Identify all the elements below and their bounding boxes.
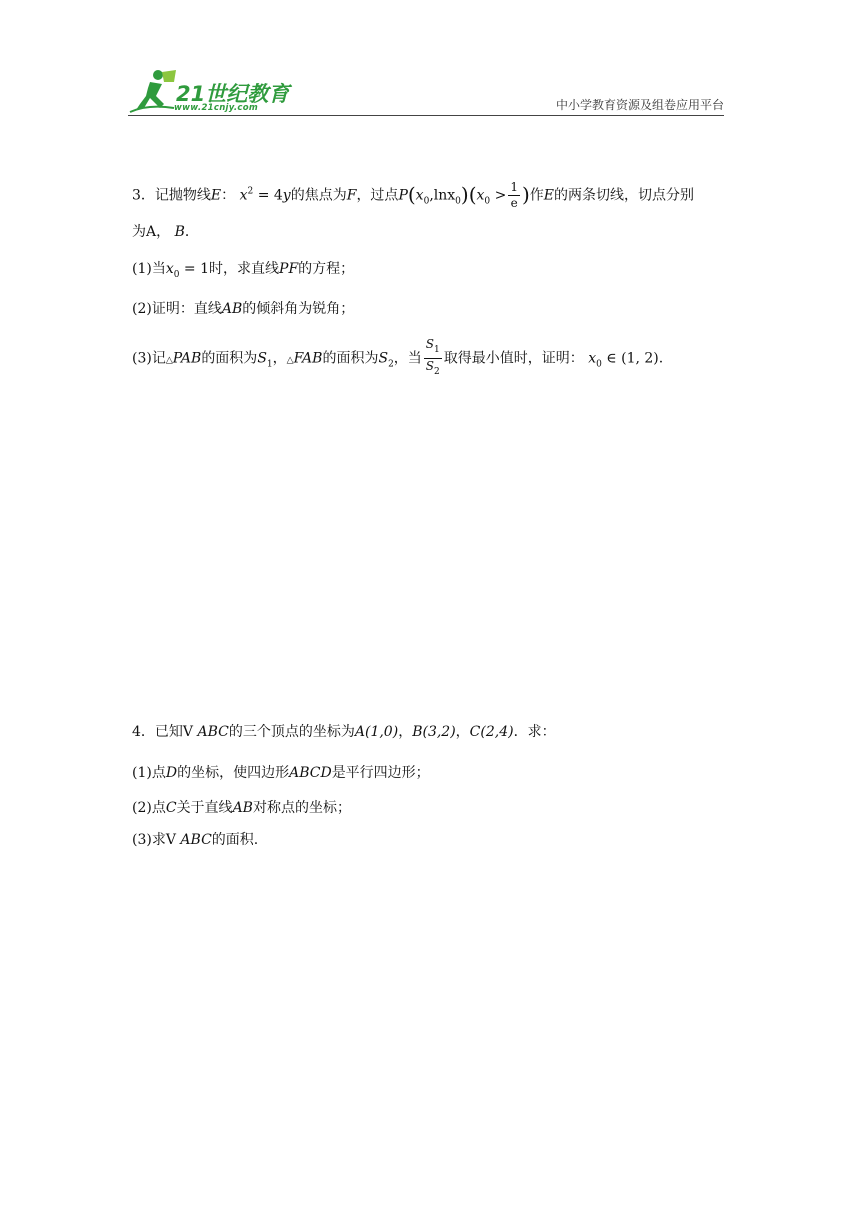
fraction-s1-over-s2: $\frac{S_1}{S_2}$: [425, 337, 440, 377]
q3-part3: (3)记△PAB的面积为$S_1$，△FAB的面积为$S_2$，当 $\frac{S_1}{S_2}$ 取得最小值时，证明： $x_0$ ∈ (1, 2).: [132, 337, 663, 380]
q3-line2: 为A， B．: [132, 224, 199, 240]
q3-line1: 3．记抛物线E： $x^2 = 4y$的焦点为F，过点$P(x_0,\ln x_0)(x_0$ > $\frac{1}{e}$ )作E的两条切线，切点分别: [132, 180, 695, 210]
logo-url: www.21cnjy.com: [174, 103, 258, 113]
logo: [128, 66, 303, 116]
q3-part2: (2)证明：直线AB的倾斜角为锐角；: [132, 301, 355, 317]
platform-name: 中小学教育资源及组卷应用平台: [555, 98, 724, 112]
page-header: [128, 66, 724, 118]
q3-part1: (1)当$x_0 = 1$时，求直线PF的方程；: [132, 261, 355, 280]
q4-part3: (3)求V ABC的面积.: [132, 832, 259, 848]
q4-part1: (1)点D的坐标，使四边形ABCD是平行四边形；: [132, 765, 430, 781]
q4-intro: 4．已知V ABC的三个顶点的坐标为A(1,0)，B(3,2)，C(2,4)．求：: [132, 724, 556, 740]
header-divider: [128, 115, 724, 116]
q4-part2: (2)点C关于直线AB对称点的坐标；: [132, 800, 351, 816]
runner-logo-icon: [128, 68, 178, 114]
logo-text: 21世纪教育: [176, 82, 290, 106]
fraction-1-over-e: $\frac{1}{e}$: [510, 180, 518, 210]
